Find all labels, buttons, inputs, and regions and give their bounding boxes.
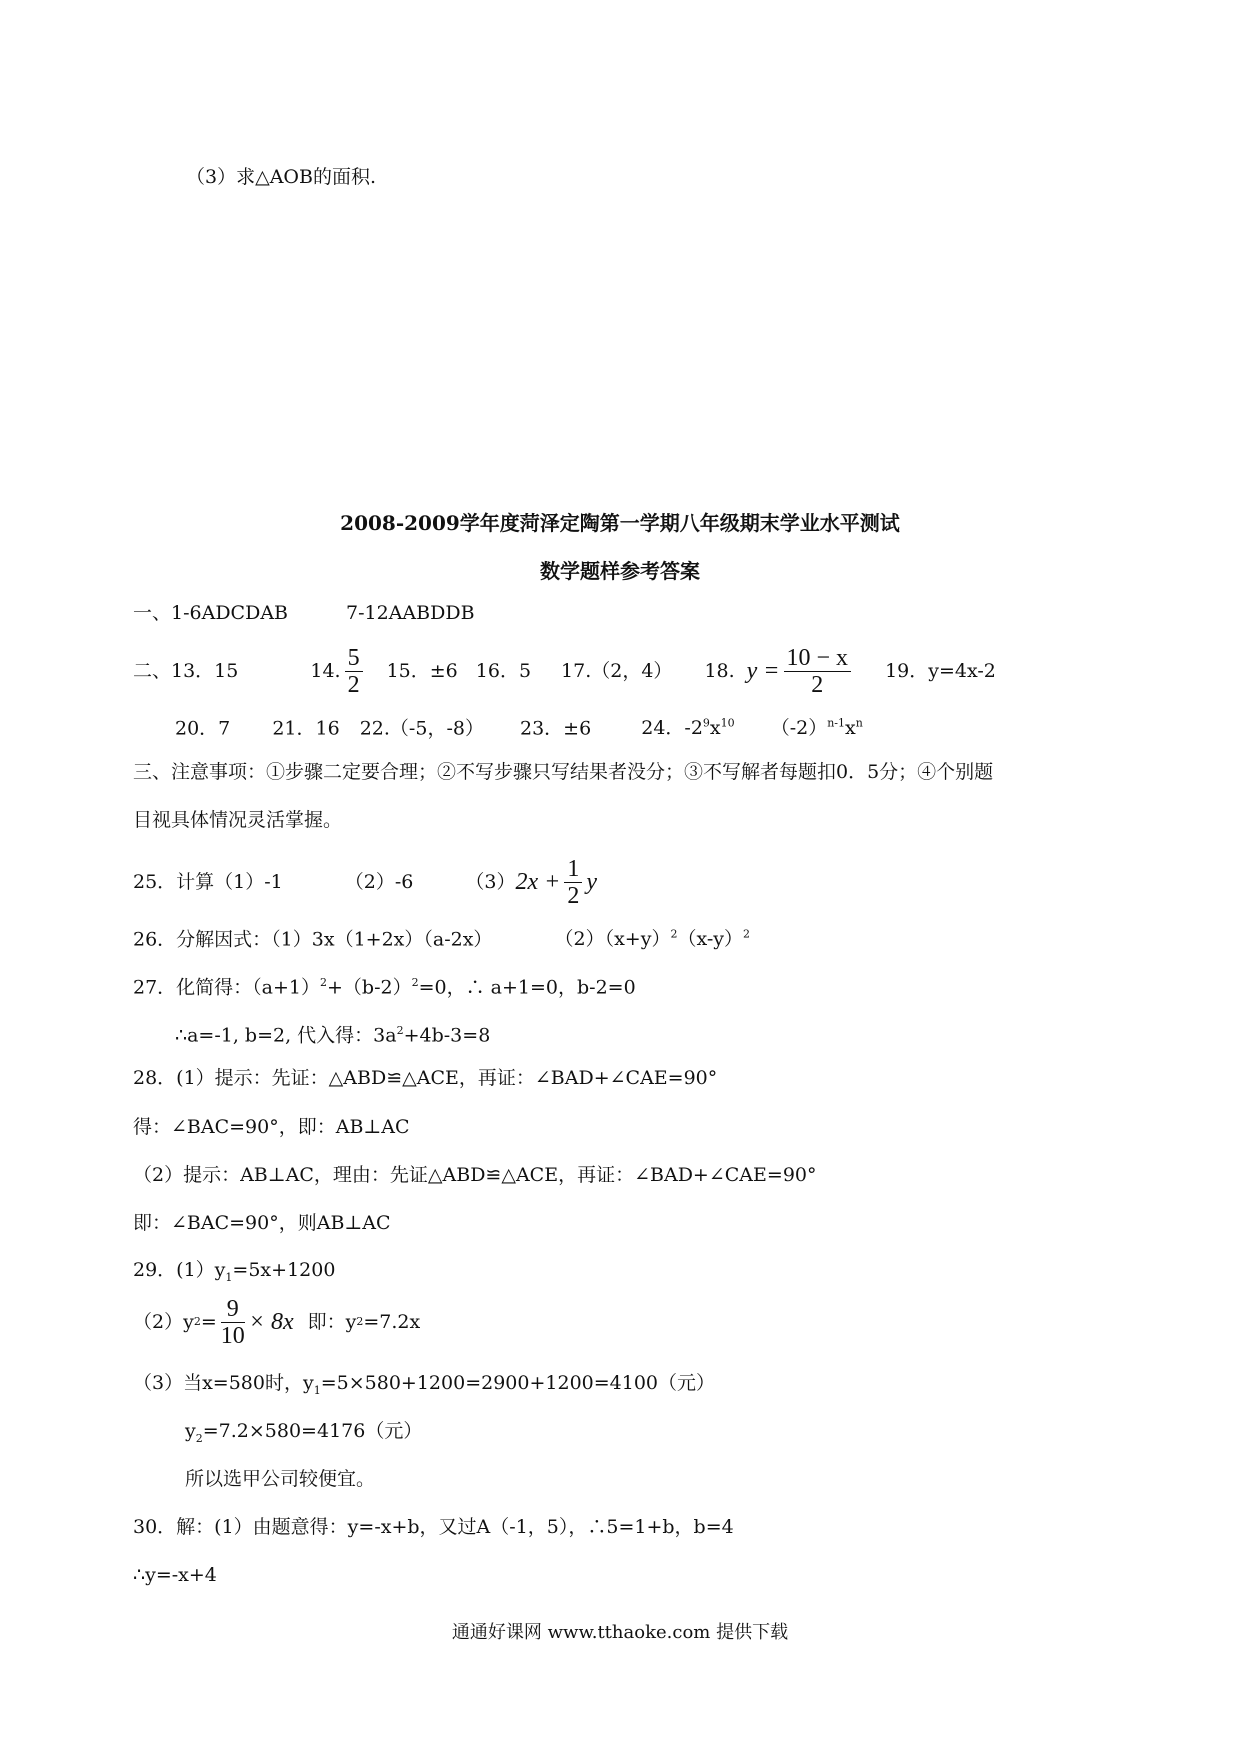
- answer-14-fraction: [345, 645, 363, 698]
- answer-24-alt: $(-2)^{n-1}x^n$: [770, 717, 863, 740]
- answer-28-line4: 即：∠BAC=90°，则AB⊥AC: [133, 1212, 391, 1234]
- answer-29-line2: （2）y 2 = $\frac{9}{10}$ × 8x 即：y 2 =7.2x: [133, 1295, 421, 1349]
- section-1-label: 一、1-6ADCDAB: [133, 602, 289, 624]
- answer-27-line1: 27．化简得：$(a+1)^2+(b-2)^2=0$，∴ a+1=0，b-2=0: [133, 976, 636, 999]
- page-footer: 通通好课网 www.tthaoke.com 提供下载: [451, 1622, 789, 1643]
- answer-14-label: 14.: [310, 660, 341, 682]
- top-question-item: （3）求△AOB的面积.: [186, 166, 377, 188]
- section-1-part2: 7-12AABDDB: [346, 602, 475, 624]
- answer-29-line4: $y_2=7.2\times 580=4176$（元）: [185, 1420, 423, 1445]
- fraction-denominator: 2: [567, 882, 580, 909]
- answer-15: 15．±6: [386, 660, 458, 682]
- answer-29-times: × 8x: [248, 1309, 294, 1335]
- answer-29-line1: 29．$(1)y_1=5x+1200$: [133, 1259, 336, 1284]
- answer-22: 22.（-5，-8）: [359, 717, 484, 740]
- answer-23: 23．±6: [520, 717, 592, 740]
- page-title: 2008-2009学年度菏泽定陶第一学期八年级期末学业水平测试: [340, 511, 900, 535]
- answer-25-part2: （2）-6: [344, 871, 414, 893]
- answer-25-fraction: [564, 856, 582, 909]
- section-3-line1: 三、注意事项：①步骤二定要合理；②不写步骤只写结果者没分；③不写解者每题扣0．5分；④个别题: [133, 761, 994, 783]
- fraction-numerator: 9: [221, 1296, 245, 1323]
- answer-21: 21．16: [272, 717, 340, 740]
- answer-18-lhs: y =: [746, 658, 780, 684]
- answer-26-part2: $(2)(x+y)^2(x-y)^2$: [554, 928, 750, 951]
- answer-18-label: 18.: [704, 660, 735, 682]
- answer-28-line1: 28．(1）提示：先证：△ABD≌△ACE，再证：∠BAD+∠CAE=90°: [133, 1067, 718, 1089]
- fraction-numerator: 10 − x: [784, 645, 852, 672]
- answer-30-line2: ∴y=-x+4: [133, 1564, 217, 1586]
- answer-27-line2: ∴a=-1, b=2, 代入得：$3a^2+4b-3=8$: [175, 1024, 491, 1047]
- answer-19: 19．y=4x-2: [885, 660, 996, 682]
- fraction-denominator: 2: [811, 671, 824, 698]
- section-2-line1: [133, 640, 996, 702]
- answer-28-line3: （2）提示：AB⊥AC，理由：先证△ABD≌△ACE，再证：∠BAD+∠CAE=90°: [133, 1164, 817, 1186]
- page-subtitle: 数学题样参考答案: [540, 559, 700, 583]
- answer-29-fraction: [221, 1296, 245, 1349]
- fraction-denominator: 10: [220, 1322, 245, 1349]
- answer-24: 24．$-2^9x^{10}$: [641, 717, 735, 740]
- answer-20: 20．7: [175, 717, 231, 740]
- section-2-line2: [175, 712, 863, 740]
- fraction-numerator: 1: [564, 856, 582, 883]
- section-3-line2: 目视具体情况灵活掌握。: [133, 809, 343, 831]
- answer-30-line1: 30．解：(1）由题意得：y=-x+b，又过A（-1，5），∴5=1+b，b=4: [133, 1516, 734, 1538]
- fraction-denominator: 2: [347, 671, 360, 698]
- answer-25: [133, 850, 597, 914]
- answer-25-expr: 2x +: [515, 869, 561, 895]
- fraction-numerator: 5: [345, 645, 363, 672]
- answer-26-part1: 26．分解因式：（1）3x（1+2x）（a-2x）: [133, 928, 493, 951]
- answer-25-part1: 25．计算（1）-1: [133, 871, 283, 893]
- answer-28-line2: 得：∠BAC=90°，即：AB⊥AC: [133, 1116, 410, 1138]
- answer-13: 二、13．15: [133, 660, 239, 682]
- section-1-answers: [133, 601, 475, 625]
- answer-29-line3: （3）当x=580时，$y_1=5\times 580+1200=2900+1200=4100$（元）: [133, 1372, 716, 1397]
- answer-16: 16．5: [475, 660, 532, 682]
- answer-26: [133, 923, 750, 951]
- answer-29-line5: 所以选甲公司较便宜。: [185, 1468, 376, 1490]
- answer-17: 17.（2，4）: [561, 660, 673, 682]
- answer-25-part3-label: （3）: [465, 871, 516, 893]
- answer-25-expr-y: y: [586, 869, 597, 895]
- answer-18-fraction: [784, 645, 852, 698]
